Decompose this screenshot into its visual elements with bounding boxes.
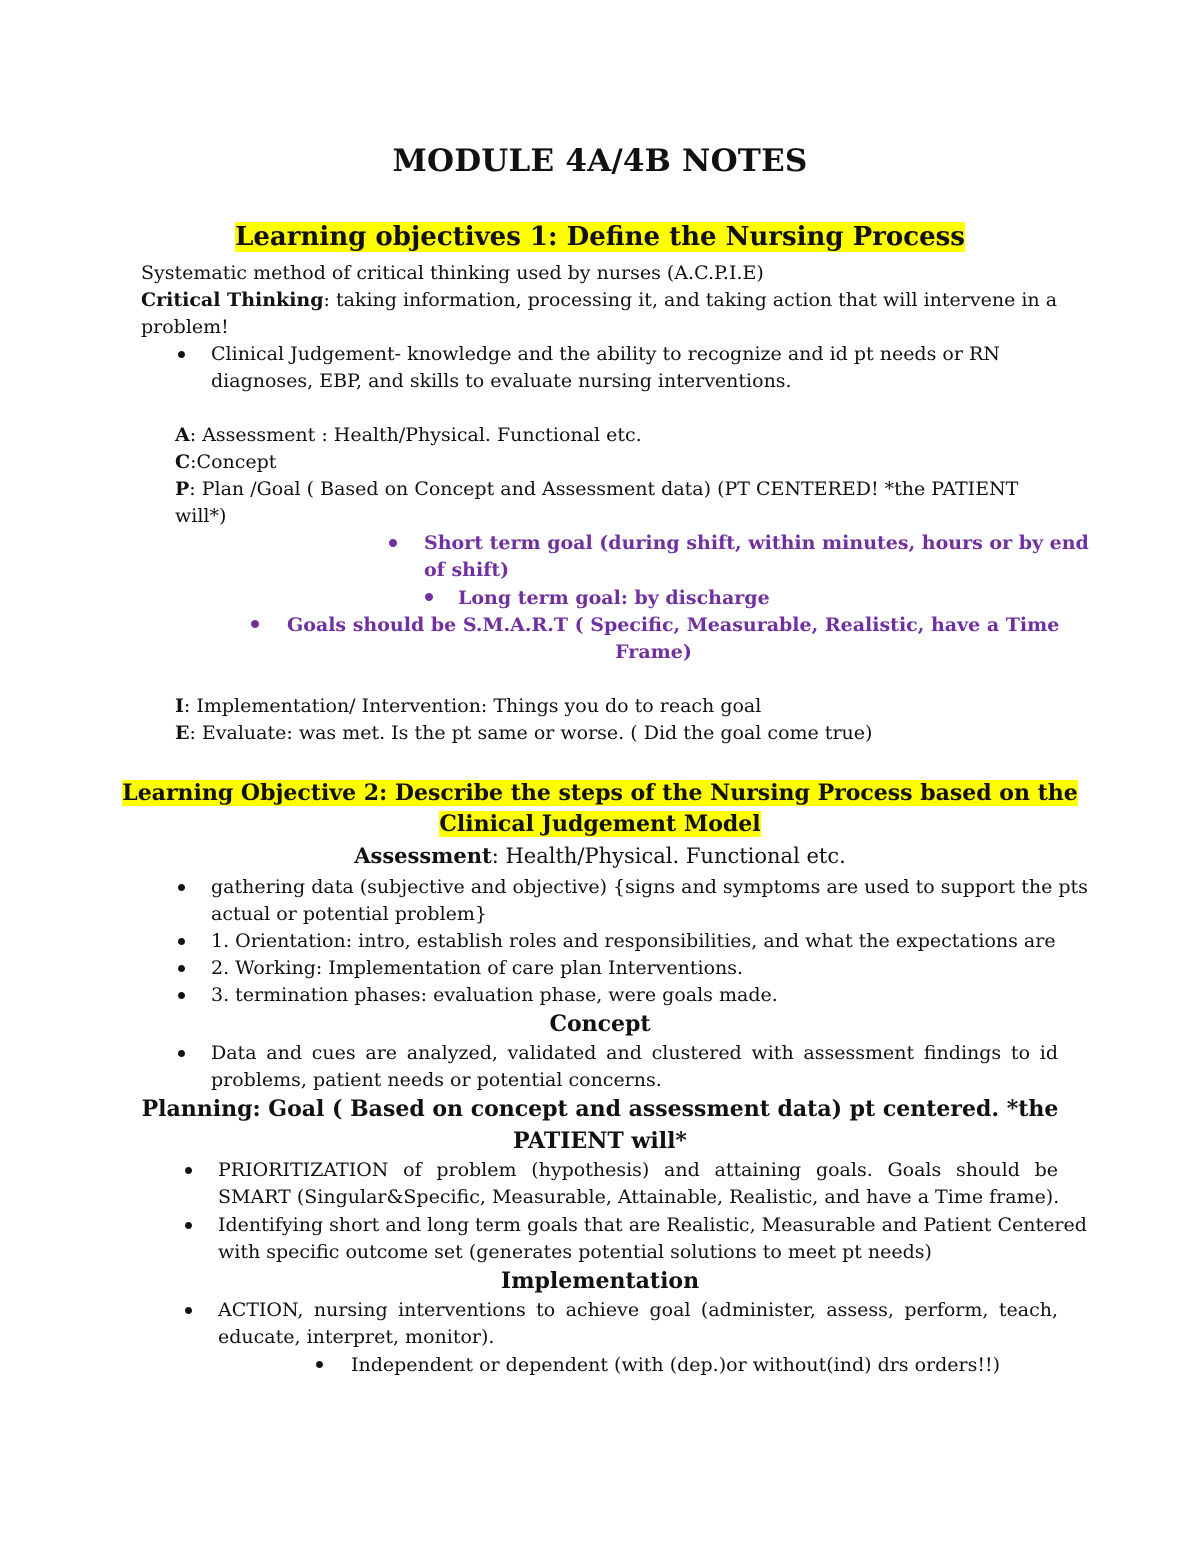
implementation-bullet1-line1: ACTION, nursing interventions to achieve goal (administer, assess, perform, teach, (218, 1299, 1058, 1321)
bullet-icon (178, 351, 185, 358)
assessment-heading-rest: : Health/Physical. Functional etc. (491, 844, 846, 868)
bullet-icon (178, 884, 185, 891)
bullet-icon (425, 593, 433, 601)
bullet-icon (185, 1167, 192, 1174)
bullet-icon (316, 1361, 323, 1368)
short-term-goal-line1: Short term goal (during shift, within minutes, hours or by end (424, 532, 1089, 554)
planning-bullet2-line2: with specific outcome set (generates potential solutions to meet pt needs) (218, 1241, 932, 1263)
critical-thinking-term: Critical Thinking (141, 289, 324, 311)
acpie-c-letter: C (175, 451, 191, 473)
bullet-icon (185, 1222, 192, 1229)
long-term-goal: Long term goal: by discharge (458, 587, 770, 609)
clinical-judgement-line1: Clinical Judgement- knowledge and the ability to recognize and id pt needs or RN (211, 343, 1000, 365)
critical-thinking-definition: : taking information, processing it, and taking action that will intervene in a (323, 289, 1058, 311)
bullet-icon (185, 1307, 192, 1314)
section2-heading-line2: Clinical Judgement Model (439, 811, 761, 837)
bullet-icon (178, 1050, 185, 1057)
assessment-bullet3: 2. Working: Implementation of care plan Interventions. (211, 957, 744, 979)
acpie-p-letter: P (175, 478, 190, 500)
acpie-p (175, 476, 1018, 503)
section1-heading: Learning objectives 1: Define the Nursing Process (235, 222, 965, 252)
acpie-p-text: : Plan /Goal ( Based on Concept and Assessment data) (PT CENTERED! *the PATIENT (189, 478, 1019, 500)
acpie-e-text: : Evaluate: was met. Is the pt same or worse. ( Did the goal come true) (189, 722, 873, 744)
implementation-bullet2: Independent or dependent (with (dep.)or without(ind) drs orders!!) (351, 1354, 1001, 1376)
acpie-i (175, 693, 761, 720)
acpie-i-letter: I (175, 695, 184, 717)
short-term-goal-line2: of shift) (424, 559, 510, 581)
acpie-e (175, 720, 872, 747)
acpie-c (175, 449, 276, 476)
section2-heading-wrap-1 (0, 780, 1200, 806)
assessment-heading (0, 843, 1200, 868)
smart-goals-line2: Frame) (615, 641, 692, 663)
section1-intro: Systematic method of critical thinking used by nurses (A.C.P.I.E) (141, 262, 764, 284)
assessment-bullet2: 1. Orientation: intro, establish roles and responsibilities, and what the expectations are (211, 930, 1056, 952)
acpie-a-letter: A (175, 424, 190, 446)
acpie-p-cont: will*) (175, 505, 227, 527)
bullet-icon (178, 965, 185, 972)
implementation-bullet1-line2: educate, interpret, monitor). (218, 1326, 495, 1348)
concept-bullet1-line1: Data and cues are analyzed, validated and clustered with assessment findings to id (211, 1042, 1058, 1064)
critical-thinking-definition-cont: problem! (141, 316, 229, 338)
concept-bullet1-line2: problems, patient needs or potential concerns. (211, 1069, 662, 1091)
bullet-icon (389, 539, 397, 547)
bullet-icon (251, 620, 259, 628)
section1-heading-wrap (0, 222, 1200, 252)
concept-heading: Concept (549, 1011, 651, 1037)
section2-heading-wrap-2 (0, 811, 1200, 837)
acpie-c-text: :Concept (190, 451, 277, 473)
clinical-judgement-line2: diagnoses, EBP, and skills to evaluate nursing interventions. (211, 370, 792, 392)
planning-bullet1-line2: SMART (Singular&Specific, Measurable, Attainable, Realistic, and have a Time frame). (218, 1186, 1060, 1208)
section2-heading-line1: Learning Objective 2: Describe the steps of the Nursing Process based on the (122, 780, 1078, 806)
page-title: MODULE 4A/4B NOTES (392, 143, 808, 179)
acpie-a (175, 422, 642, 449)
bullet-icon (178, 938, 185, 945)
planning-bullet2-line1: Identifying short and long term goals that are Realistic, Measurable and Patient Centered (218, 1214, 1087, 1236)
bullet-icon (178, 992, 185, 999)
planning-bullet1-line1: PRIORITIZATION of problem (hypothesis) and attaining goals. Goals should be (218, 1159, 1058, 1181)
assessment-bullet1-line1: gathering data (subjective and objective) {signs and symptoms are used to support the pts (211, 876, 1088, 898)
acpie-e-letter: E (175, 722, 190, 744)
planning-heading-line1: Planning: Goal ( Based on concept and assessment data) pt centered. *the (141, 1096, 1059, 1122)
assessment-heading-term: Assessment (354, 843, 492, 868)
acpie-a-text: : Assessment : Health/Physical. Functional etc. (189, 424, 642, 446)
smart-goals-line1: Goals should be S.M.A.R.T ( Specific, Measurable, Realistic, have a Time (287, 614, 1060, 636)
assessment-bullet1-line2: actual or potential problem} (211, 903, 487, 925)
acpie-i-text: : Implementation/ Intervention: Things you do to reach goal (183, 695, 762, 717)
critical-thinking-line (141, 287, 1057, 314)
implementation-heading: Implementation (500, 1268, 700, 1294)
planning-heading-line2: PATIENT will* (513, 1128, 687, 1154)
assessment-bullet4: 3. termination phases: evaluation phase, were goals made. (211, 984, 778, 1006)
